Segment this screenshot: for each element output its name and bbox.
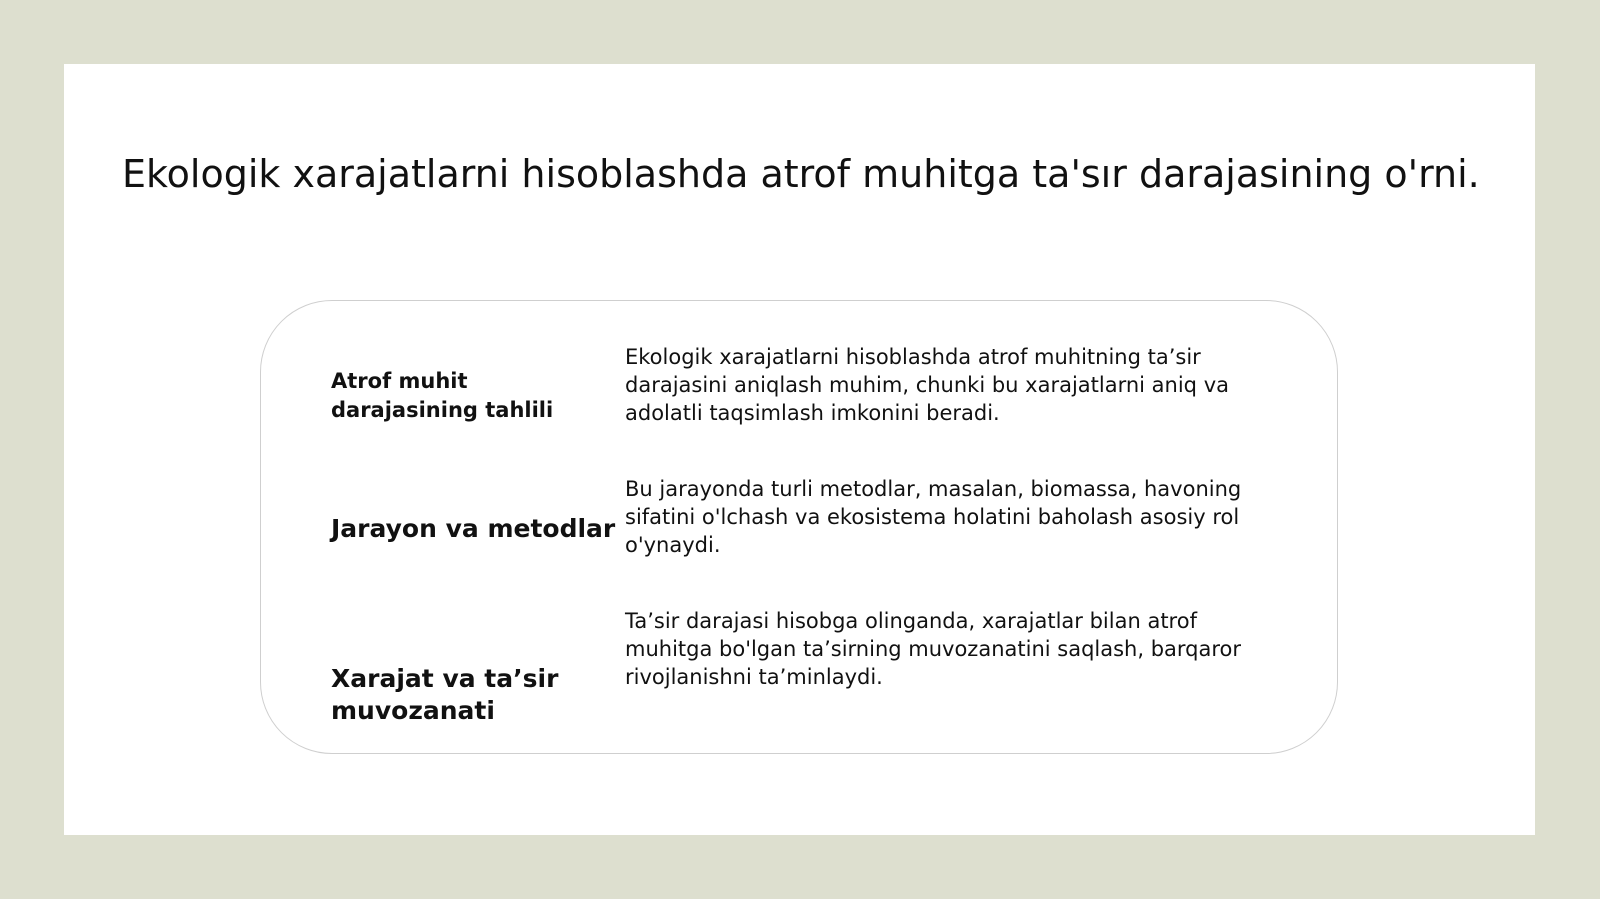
slide [64, 64, 1535, 835]
info-card [260, 300, 1338, 754]
row-text-cost-impact-balance: Ta’sir darajasi hisobga olinganda, xarajatlar bilan atrof muhitga bo'lgan ta’sirning muvozanatini saqlash, barqaror rivojlanishni ta’minlaydi. [625, 609, 1242, 689]
row-label-process-methods: Jarayon va metodlar [331, 514, 616, 543]
row-text-environment-analysis: Ekologik xarajatlarni hisoblashda atrof muhitning ta’sir darajasini aniqlash muhim, chunki bu xarajatlarni aniq va adolatli taqsimlash imkonini beradi. [625, 345, 1229, 425]
row-label-cost-impact-balance: Xarajat va ta’sir muvozanati [331, 664, 559, 725]
slide-title: Ekologik xarajatlarni hisoblashda atrof muhitga ta'sır darajasining o'rni. [122, 152, 1480, 196]
row-text-process-methods: Bu jarayonda turli metodlar, masalan, biomassa, havoning sifatini o'lchash va ekosistema holatini baholash asosiy rol o'ynaydi. [625, 477, 1242, 557]
row-label-environment-analysis: Atrof muhit darajasining tahlili [331, 369, 554, 422]
